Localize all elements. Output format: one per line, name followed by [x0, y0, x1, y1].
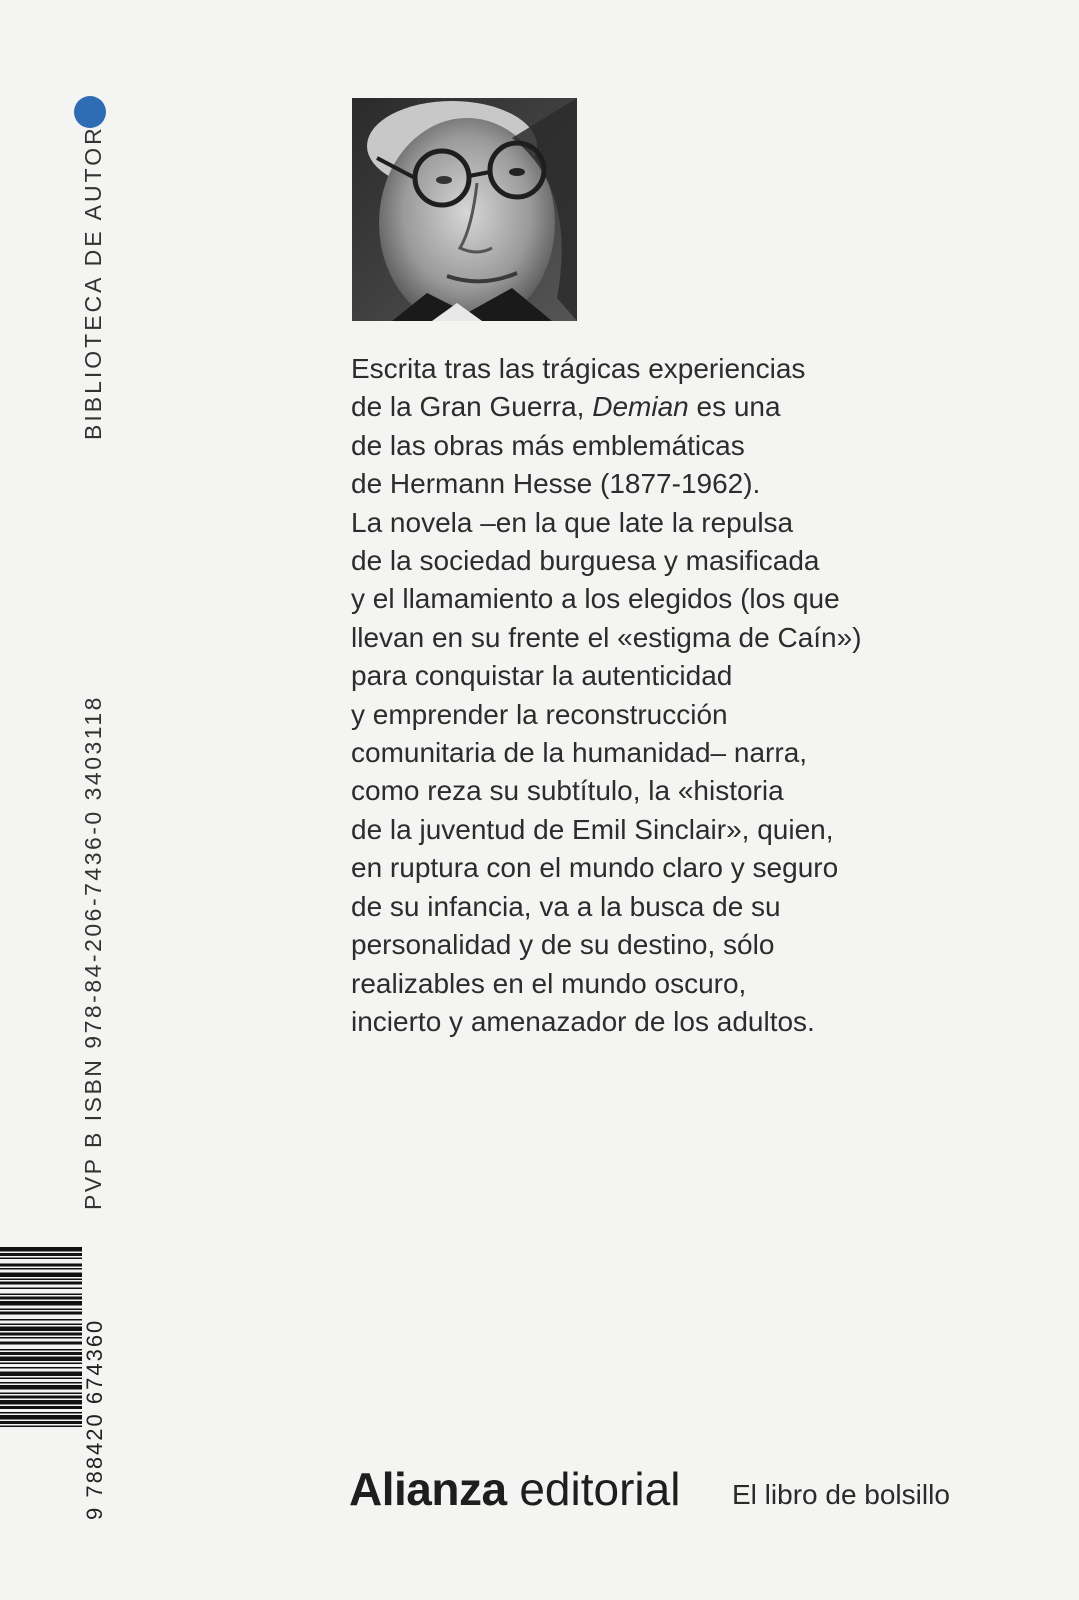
barcode-bar	[0, 1247, 82, 1252]
barcode-bar	[0, 1312, 82, 1315]
blurb-line: de Hermann Hesse (1877-1962).	[351, 468, 761, 500]
barcode-bar	[0, 1421, 82, 1424]
barcode-digits: 9 788420 674360	[82, 1318, 107, 1520]
collection-name: El libro de bolsillo	[732, 1479, 950, 1510]
blurb-line: incierto y amenazador de los adultos.	[351, 1005, 815, 1037]
blurb-line: de su infancia, va a la busca de su	[351, 890, 781, 922]
barcode-bar	[0, 1273, 82, 1278]
barcode-bar	[0, 1363, 82, 1365]
barcode-bar	[0, 1378, 82, 1380]
barcode-bar	[0, 1301, 82, 1306]
blurb-line: de las obras más emblemáticas	[351, 429, 745, 461]
barcode-bar	[0, 1382, 82, 1384]
barcode-bar	[0, 1268, 82, 1270]
barcode-bar	[0, 1372, 82, 1377]
blurb-line: realizables en el mundo oscuro,	[351, 967, 747, 999]
barcode-bar	[0, 1426, 82, 1428]
series-label: BIBLIOTECA DE AUTOR	[80, 125, 106, 440]
barcode-bar	[0, 1279, 82, 1281]
barcode-bar	[0, 1282, 82, 1285]
barcode-bar	[0, 1352, 82, 1355]
barcode-bar	[0, 1342, 82, 1345]
blurb-line: personalidad y de su destino, sólo	[351, 929, 775, 961]
blurb-line: y el llamamiento a los elegidos (los que	[351, 583, 840, 615]
series-dot-icon	[74, 96, 106, 128]
barcode-bar	[0, 1333, 82, 1336]
author-portrait-icon	[352, 98, 577, 321]
blurb-line: llevan en su frente el «estigma de Caín»)	[351, 621, 862, 653]
blurb-line: de la sociedad burguesa y masificada	[351, 545, 820, 577]
publisher-name-light: editorial	[519, 1463, 681, 1515]
blurb-line: de la juventud de Emil Sinclair», quien,	[351, 813, 834, 845]
barcode-bar	[0, 1393, 82, 1395]
barcode-bar	[0, 1319, 82, 1321]
barcode-bar	[0, 1400, 82, 1405]
barcode-bar	[0, 1324, 82, 1326]
blurb-line: Escrita tras las trágicas experiencias	[351, 353, 806, 384]
blurb-line: y emprender la reconstrucción	[351, 698, 728, 730]
barcode-bar	[0, 1327, 82, 1332]
blurb-line-part: de la Gran Guerra,	[351, 391, 585, 423]
description-text	[351, 350, 971, 1041]
blurb-line: como reza su subtítulo, la «historia	[351, 775, 784, 807]
publisher-name-bold: Alianza	[349, 1463, 507, 1515]
book-title: Demian	[592, 391, 689, 423]
barcode-bar	[0, 1309, 82, 1311]
blurb-line: comunitaria de la humanidad– narra,	[351, 737, 808, 769]
barcode-bar	[0, 1288, 82, 1290]
barcode-bar	[0, 1385, 82, 1390]
barcode-bar	[0, 1396, 82, 1399]
barcode-bar	[0, 1253, 82, 1256]
blurb-line-part: es una	[696, 391, 781, 423]
blurb-line: para conquistar la autenticidad	[351, 660, 733, 692]
barcode-bar	[0, 1337, 82, 1339]
barcode-bar	[0, 1258, 82, 1260]
barcode-bar	[0, 1412, 82, 1414]
blurb-line: La novela –en la que late la repulsa	[351, 506, 794, 538]
barcode-bar	[0, 1264, 82, 1267]
publisher-logo	[349, 1462, 680, 1516]
barcode-bar	[0, 1367, 82, 1369]
barcode-bar	[0, 1297, 82, 1300]
barcode-bar	[0, 1357, 82, 1362]
barcode-bar	[0, 1415, 82, 1420]
barcode-bar	[0, 1406, 82, 1409]
blurb-line: en ruptura con el mundo claro y seguro	[351, 852, 839, 884]
isbn-line: PVP B ISBN 978-84-206-7436-0 3403118	[80, 695, 106, 1210]
blurb-line	[351, 388, 971, 426]
barcode-bar	[0, 1294, 82, 1296]
barcode-bar	[0, 1349, 82, 1351]
author-photo	[352, 98, 577, 321]
